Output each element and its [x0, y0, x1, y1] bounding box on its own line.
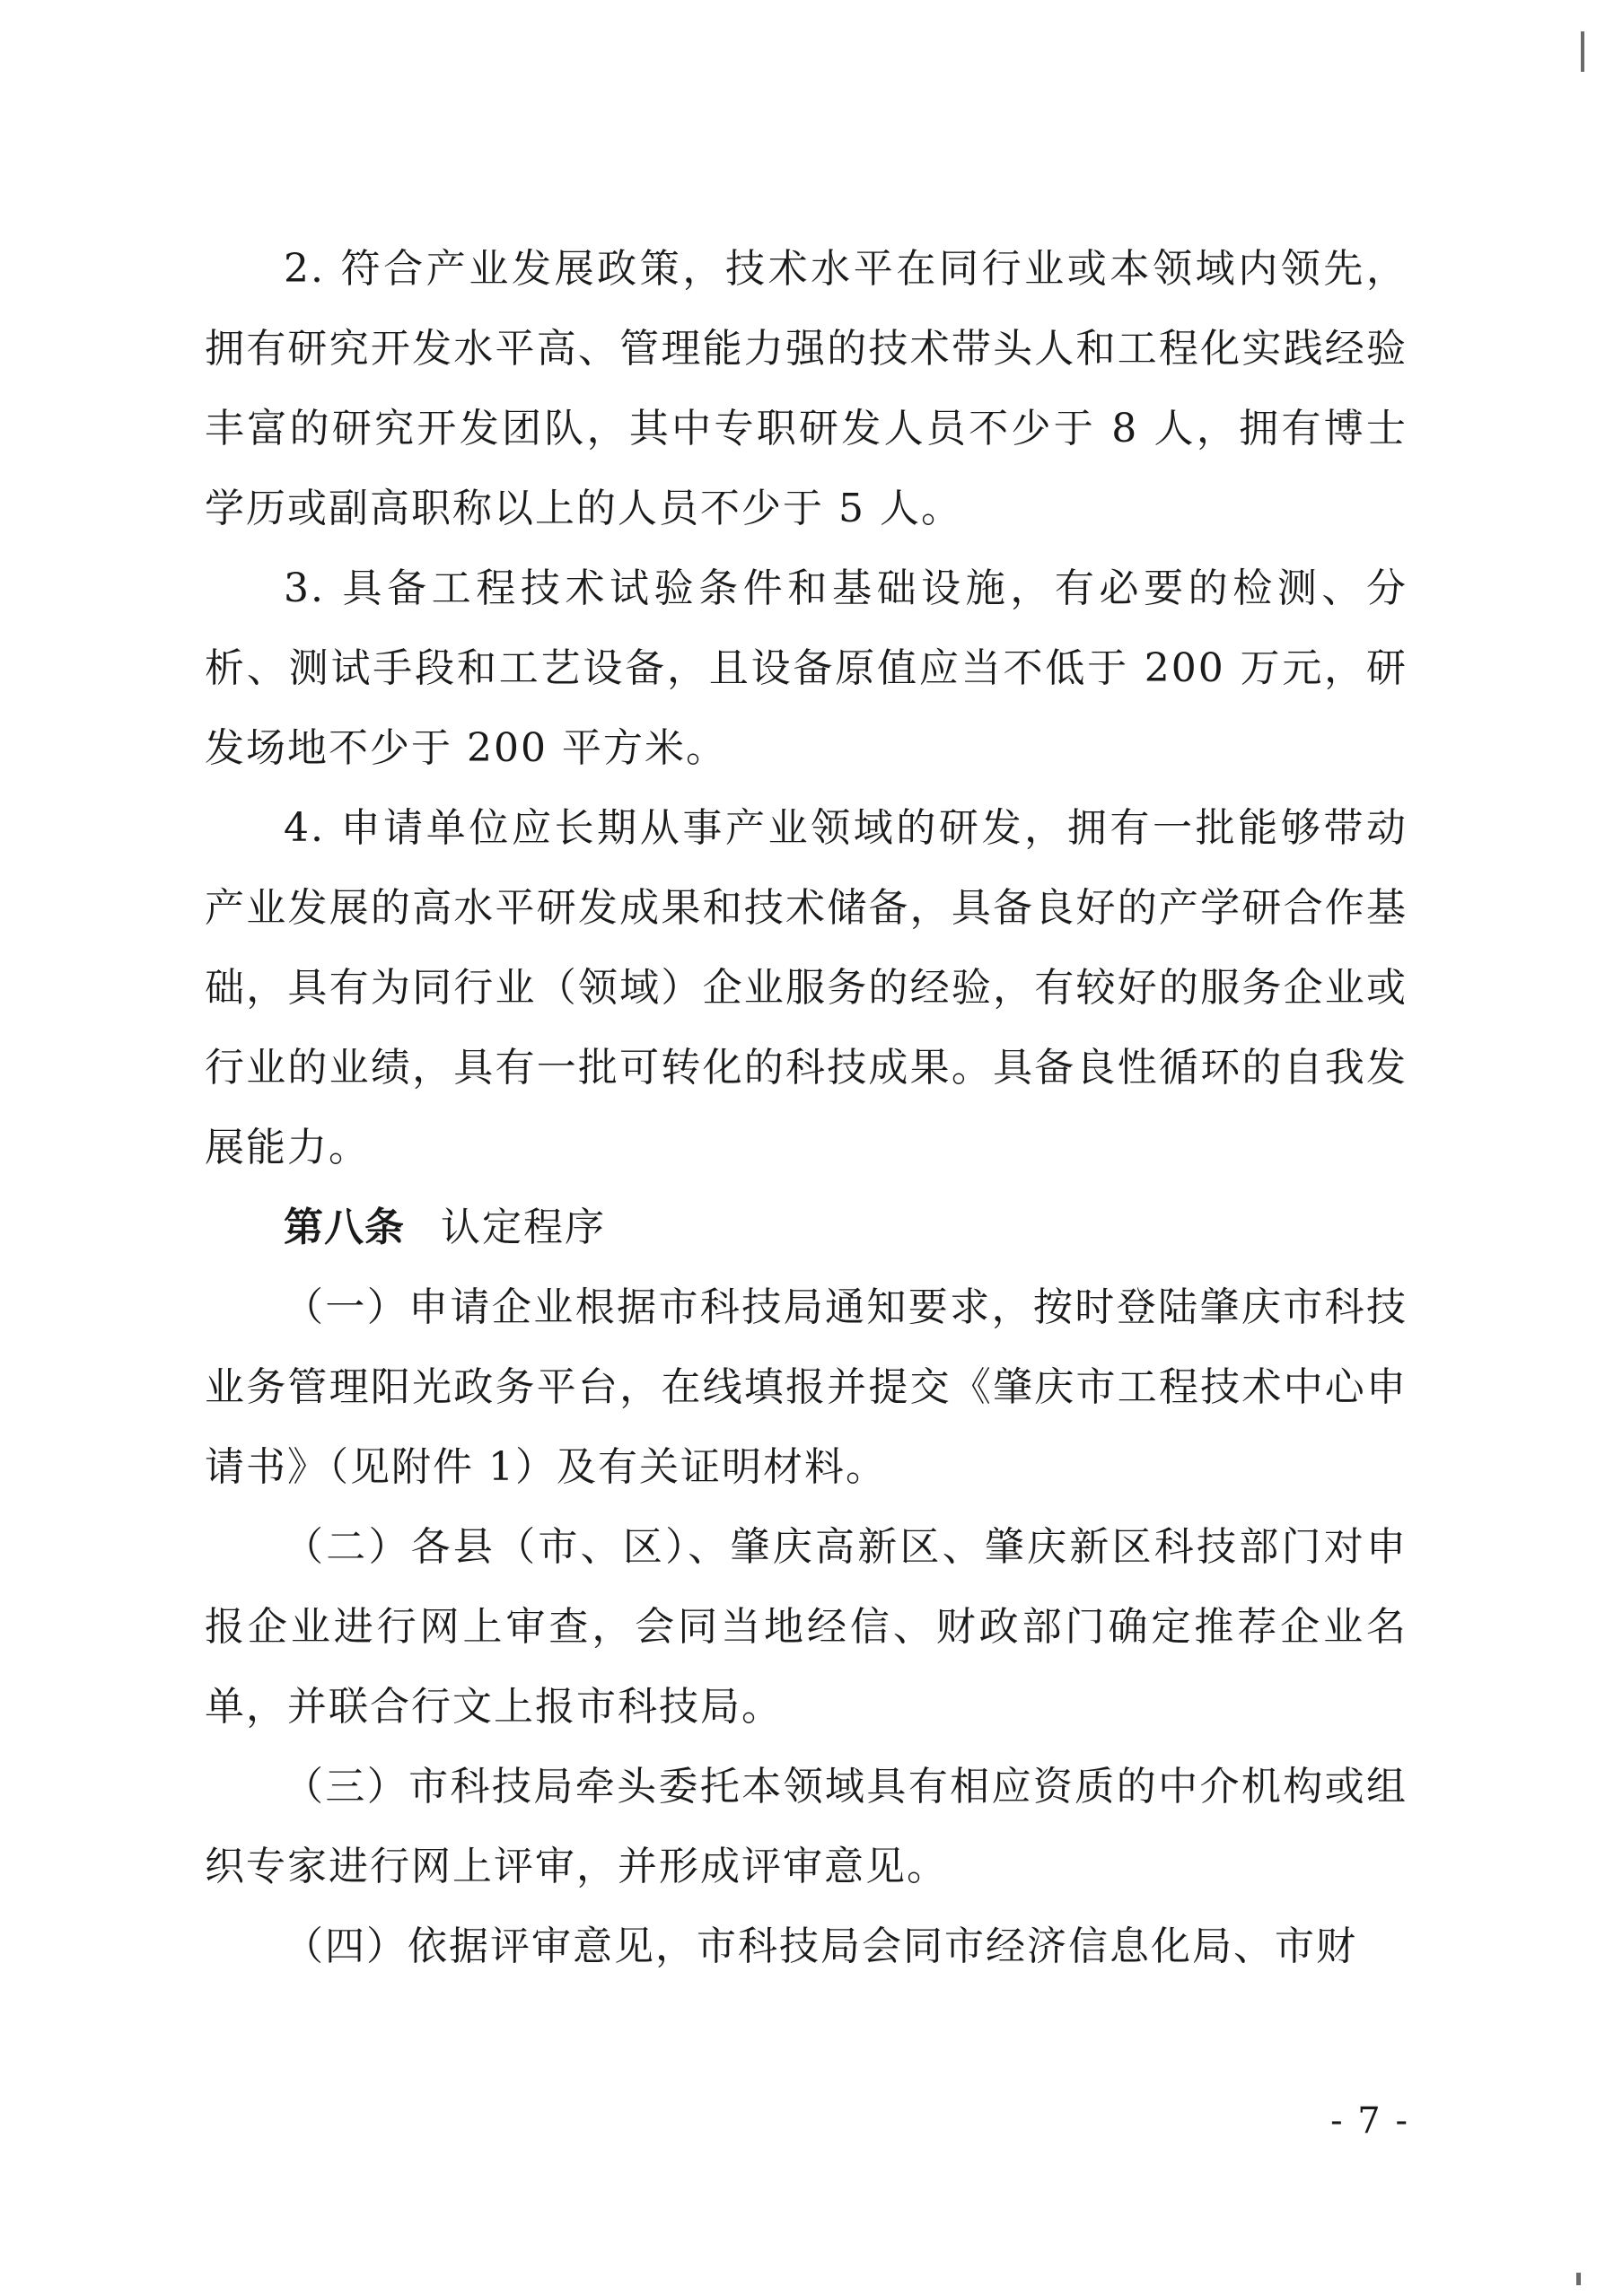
requirement-paragraph-3: 3. 具备工程技术试验条件和基础设施，有必要的检测、分析、测试手段和工艺设备，且设备原值应当不低于 200 万元，研发场地不少于 200 平方米。	[205, 565, 1408, 771]
requirement-paragraph-4: 4. 申请单位应长期从事产业领域的研发，拥有一批能够带动产业发展的高水平研发成果和技术储备，具备良好的产学研合作基础，具有为同行业（领域）企业服务的经验，有较好的服务企业或行业的业绩，具有一批可转化的科技成果。具备良性循环的自我发展能力。	[205, 805, 1408, 1170]
procedure-step-1: （一）申请企业根据市科技局通知要求，按时登陆肇庆市科技业务管理阳光政务平台，在线填报并提交《肇庆市工程技术中心申请书》（见附件 1）及有关证明材料。	[205, 1284, 1408, 1490]
procedure-step-4: （四）依据评审意见，市科技局会同市经济信息化局、市财	[284, 1924, 1357, 1969]
article-title: 认定程序	[441, 1205, 606, 1250]
procedure-step-3: （三）市科技局牵头委托本领域具有相应资质的中介机构或组织专家进行网上评审，并形成评审意见。	[205, 1764, 1408, 1889]
article-heading	[205, 1187, 1408, 1267]
procedure-step-2: （二）各县（市、区）、肇庆高新区、肇庆新区科技部门对申报企业进行网上审查，会同当地经信、财政部门确定推荐企业名单，并联合行文上报市科技局。	[205, 1524, 1408, 1730]
article-label: 第八条	[284, 1205, 405, 1250]
requirement-paragraph-2: 2. 符合产业发展政策，技术水平在同行业或本领域内领先，拥有研究开发水平高、管理能力强的技术带头人和工程化实践经验丰富的研究开发团队，其中专职研发人员不少于 8 人，拥有博士学历或副高职称以上的人员不少于 5 人。	[205, 246, 1408, 531]
scan-artifact-mark	[1581, 31, 1584, 72]
scan-artifact-mark	[1576, 2273, 1581, 2285]
document-body	[205, 229, 1408, 1986]
page-number: - 7 -	[1330, 2100, 1409, 2142]
